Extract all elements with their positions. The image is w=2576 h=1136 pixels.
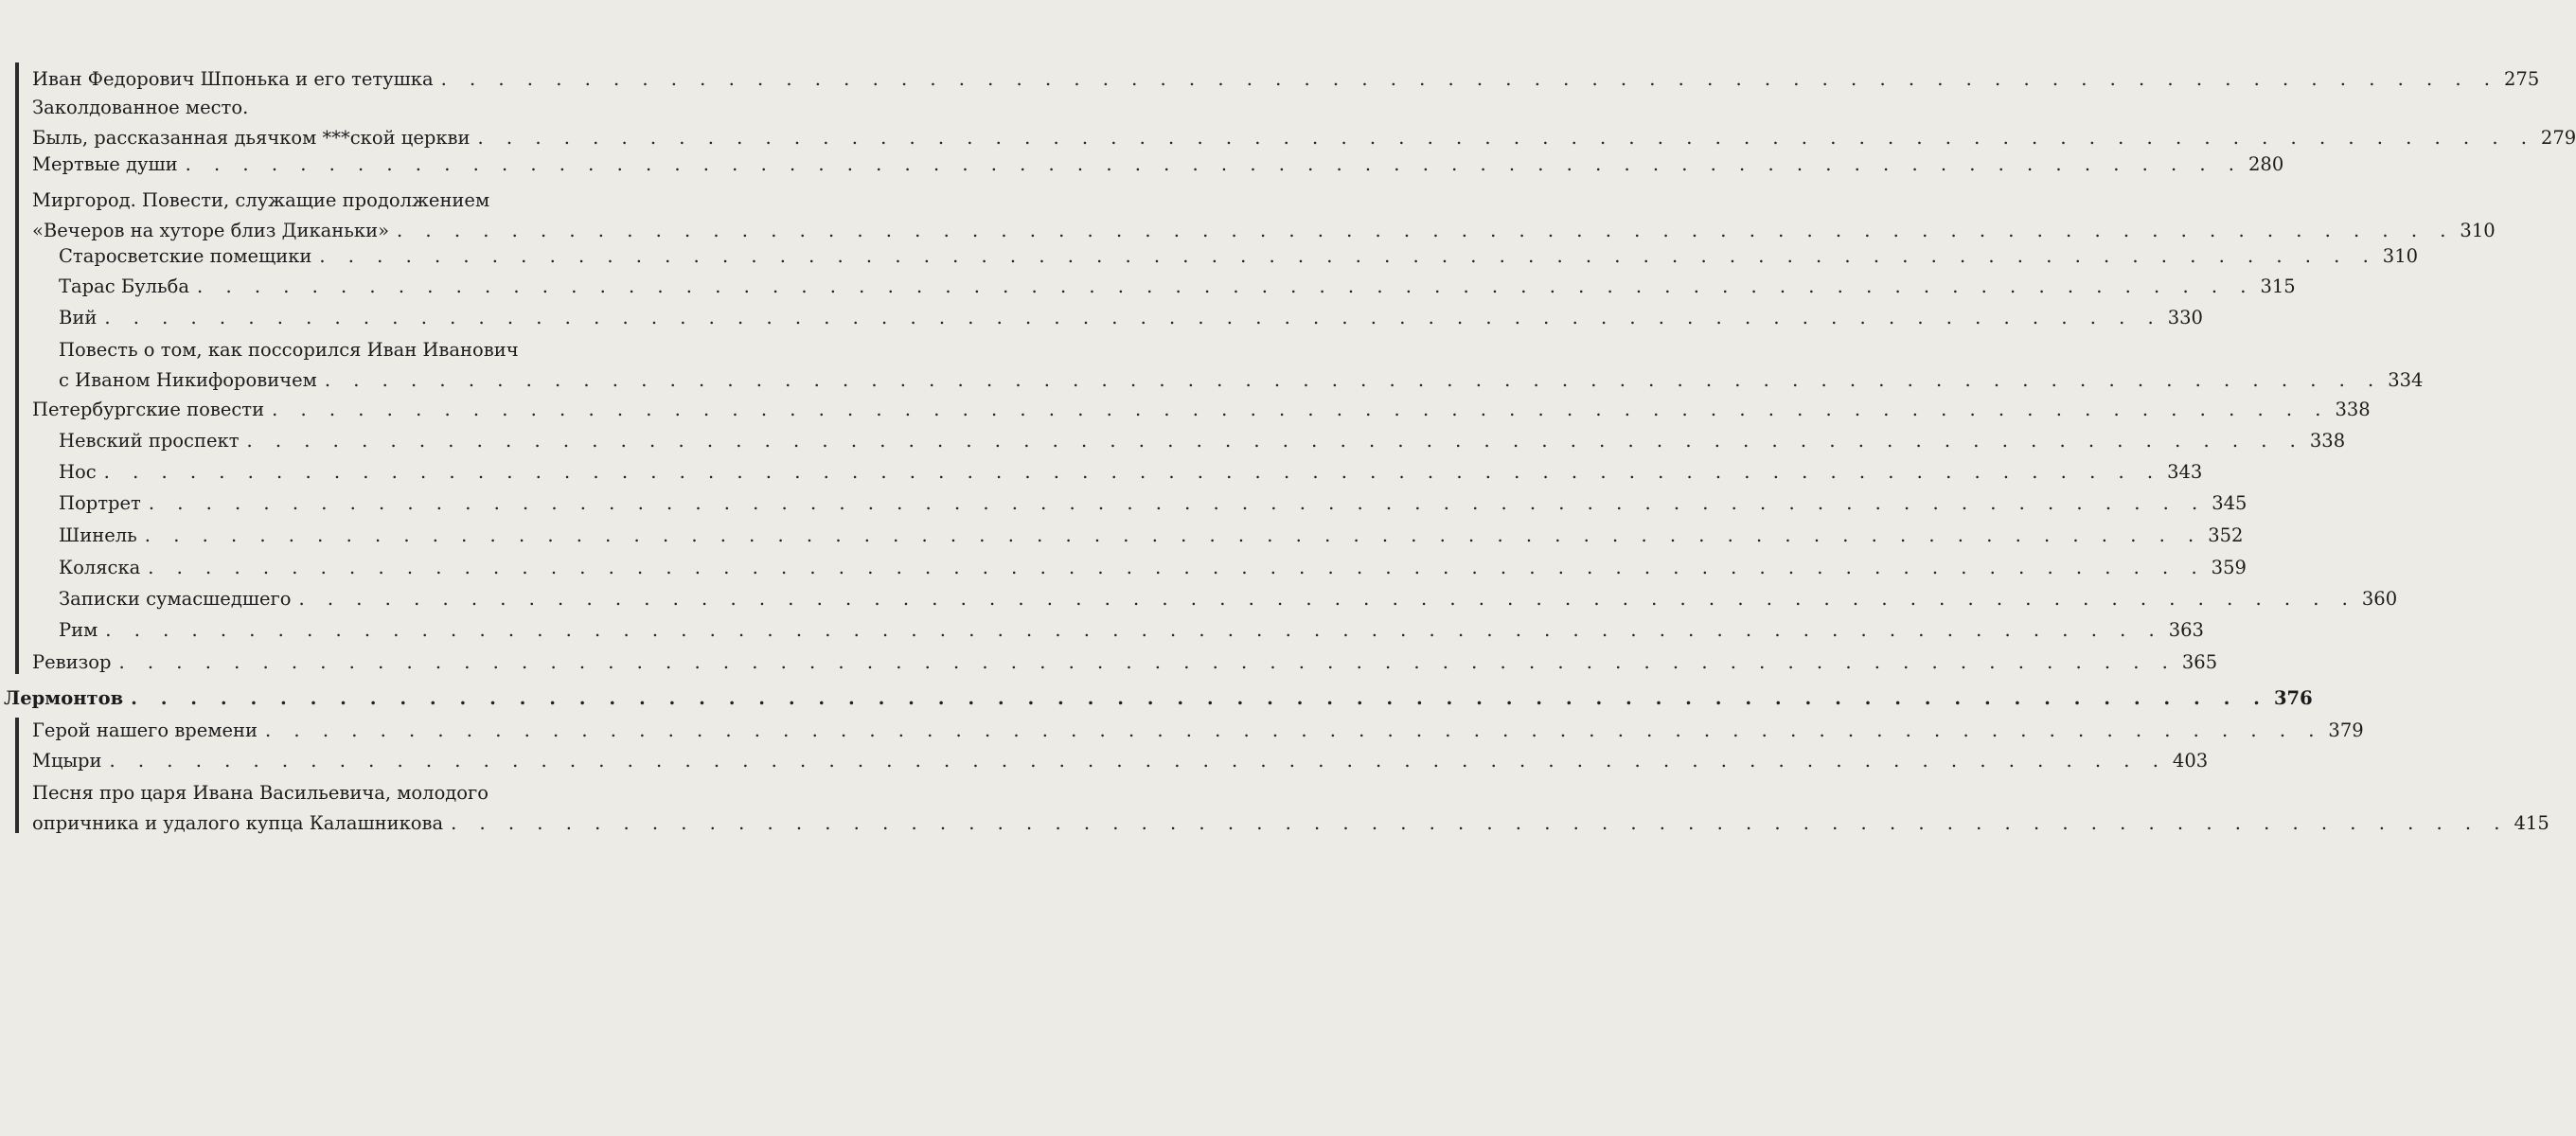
dot-leader: . . . . . . . . . . . . . . . . . . . . . . . . . . . . . . . . . . . . . . . . . . . . . . . . . . . . . . . . . . . . . . . . . . . . . . . . — [185, 153, 2244, 175]
dot-leader: . . . . . . . . . . . . . . . . . . . . . . . . . . . . . . . . . . . . . . . . . . . . . . . . . . . . . . . . . . . . . . . . . . . . . . . . — [477, 127, 2535, 149]
entry-title: Ревизор — [32, 651, 112, 673]
toc-subentry[interactable] — [59, 584, 2398, 614]
entry-title: опричника и удалого купца Калашникова — [32, 812, 444, 834]
toc-author[interactable] — [4, 683, 2313, 714]
entry-title: Шинель — [59, 524, 137, 546]
entry-title: Невский проспект — [59, 430, 240, 452]
dot-leader: . . . . . . . . . . . . . . . . . . . . . . . . . . . . . . . . . . . . . . . . . . . . . . . . . . . . . . . . . . . . . . . . . . . . . . . . — [148, 557, 2206, 578]
dot-leader: . . . . . . . . . . . . . . . . . . . . . . . . . . . . . . . . . . . . . . . . . . . . . . . . . . . . . . . . . . . . . . . . . . . . . . . . — [104, 307, 2162, 328]
dot-leader: . . . . . . . . . . . . . . . . . . . . . . . . . . . . . . . . . . . . . . . . . . . . . . . . . . . . . . . . . . . . . . . . . . . . . . . . — [265, 719, 2323, 741]
toc-entry[interactable] — [32, 746, 2209, 776]
dot-leader: . . . . . . . . . . . . . . . . . . . . . . . . . . . . . . . . . . . . . . . . . . . . . . . . . . . . . . . . . . . . . . . . . . . . . . . . — [298, 588, 2356, 610]
page-number: 379 — [2328, 719, 2364, 741]
page-number: 365 — [2181, 651, 2218, 673]
entry-title: Быль, рассказанная дьячком ***ской церкви — [32, 127, 471, 149]
toc-entry[interactable] — [32, 716, 2364, 746]
page-number: 330 — [2167, 307, 2203, 328]
dot-leader: . . . . . . . . . . . . . . . . . . . . . . . . . . . . . . . . . . . . . . . . . . . . . . . . . . . . . . . . . . . . . . . . . . . . . . . . — [451, 812, 2509, 834]
dot-leader: . . . . . . . . . . . . . . . . . . . . . . . . . . . . . . . . . . . . . . . . . . . . . . . . . . . . . . . . . . . . . . . . . . . . . . . . — [397, 220, 2455, 241]
dot-leader: . . . . . . . . . . . . . . . . . . . . . . . . . . . . . . . . . . . . . . . . . . . . . . . . . . . . . . . . . . . . . . . . . . . . . . . . — [197, 275, 2255, 297]
section-rule-lermontov — [15, 718, 19, 833]
dot-leader: . . . . . . . . . . . . . . . . . . . . . . . . . . . . . . . . . . . . . . . . . . . . . . . . . . . . . . . . . . . . . . . . . . . . . . . . — [103, 461, 2162, 483]
dot-leader: . . . . . . . . . . . . . . . . . . . . . . . . . . . . . . . . . . . . . . . . . . . . . . . . . . . . . . . . . . . . . . . . . . . . . . . . — [319, 245, 2377, 267]
page-number: 334 — [2388, 369, 2424, 391]
toc-subentry[interactable] — [59, 457, 2203, 488]
entry-title-line1: Повесть о том, как поссорился Иван Иванович — [59, 339, 519, 361]
toc-entry[interactable] — [32, 186, 2496, 246]
dot-leader: . . . . . . . . . . . . . . . . . . . . . . . . . . . . . . . . . . . . . . . . . . . . . . . . . . . . . . . . . . . . . . . . . . . . . . . . — [324, 369, 2383, 391]
toc-entry[interactable] — [32, 778, 2549, 839]
toc-entry[interactable] — [32, 150, 2284, 180]
dot-leader: . . . . . . . . . . . . . . . . . . . . . . . . . . . . . . . . . . . . . . . . . . . . . . . . . . . . . . . . . . . . . . . . . . . . . . . . — [440, 68, 2498, 90]
toc-entry[interactable] — [32, 648, 2218, 678]
toc-subentry[interactable] — [59, 615, 2204, 646]
entry-title: Коляска — [59, 557, 141, 578]
entry-title: Записки сумасшедшего — [59, 588, 292, 610]
page-number: 360 — [2361, 588, 2398, 610]
entry-title: Тарас Бульба — [59, 275, 190, 297]
dot-leader: . . . . . . . . . . . . . . . . . . . . . . . . . . . . . . . . . . . . . . . . . . . . . . . . . . . . . . . . . . . . . . . . . . . . . . . . — [109, 750, 2167, 772]
page-number: 338 — [2309, 430, 2346, 452]
page-number: 315 — [2260, 275, 2296, 297]
dot-leader: . . . . . . . . . . . . . . . . . . . . . . . . . . . . . . . . . . . . . . . . . . . . . . . . . . . . . . . . . . . . . . . . . . . . . . . . — [144, 524, 2203, 546]
page-number: 403 — [2172, 750, 2209, 772]
toc-subentry[interactable] — [59, 272, 2296, 302]
dot-leader: . . . . . . . . . . . . . . . . . . . . . . . . . . . . . . . . . . . . . . . . . . . . . . . . . . . . . . . . . . . . . . . . . . . . . . . . — [131, 687, 2268, 709]
entry-title-line1: Песня про царя Ивана Васильевича, молодого — [32, 782, 489, 804]
entry-title-line1: Миргород. Повести, служащие продолжением — [32, 189, 490, 211]
toc-entry[interactable] — [32, 93, 2576, 153]
toc-entry[interactable] — [32, 395, 2371, 425]
entry-title: Вий — [59, 307, 98, 328]
page-number: 338 — [2335, 399, 2371, 420]
entry-title: Нос — [59, 461, 97, 483]
entry-title: Мцыри — [32, 750, 102, 772]
page-number: 415 — [2514, 812, 2549, 834]
entry-title: Мертвые души — [32, 153, 178, 175]
toc-entry[interactable] — [32, 64, 2540, 95]
page-number: 275 — [2504, 68, 2540, 90]
dot-leader: . . . . . . . . . . . . . . . . . . . . . . . . . . . . . . . . . . . . . . . . . . . . . . . . . . . . . . . . . . . . . . . . . . . . . . . . — [105, 619, 2163, 641]
toc-subentry[interactable] — [59, 241, 2419, 272]
entry-title: с Иваном Никифоровичем — [59, 369, 317, 391]
dot-leader: . . . . . . . . . . . . . . . . . . . . . . . . . . . . . . . . . . . . . . . . . . . . . . . . . . . . . . . . . . . . . . . . . . . . . . . . — [148, 492, 2207, 514]
page-number: 363 — [2168, 619, 2204, 641]
page-number: 352 — [2208, 524, 2244, 546]
page-number: 279 — [2540, 127, 2576, 149]
dot-leader: . . . . . . . . . . . . . . . . . . . . . . . . . . . . . . . . . . . . . . . . . . . . . . . . . . . . . . . . . . . . . . . . . . . . . . . . — [118, 651, 2176, 673]
entry-title: Герой нашего времени — [32, 719, 258, 741]
author-title: Лермонтов — [4, 687, 124, 709]
entry-title: Иван Федорович Шпонька и его тетушка — [32, 68, 434, 90]
page-number: 376 — [2273, 687, 2313, 709]
toc-subentry[interactable] — [59, 303, 2203, 333]
toc-subentry[interactable] — [59, 521, 2244, 551]
page-number: 280 — [2248, 153, 2284, 175]
toc-subentry[interactable] — [59, 335, 2424, 396]
dot-leader: . . . . . . . . . . . . . . . . . . . . . . . . . . . . . . . . . . . . . . . . . . . . . . . . . . . . . . . . . . . . . . . . . . . . . . . . — [272, 399, 2330, 420]
page-number: 343 — [2167, 461, 2203, 483]
page-number: 310 — [2382, 245, 2419, 267]
entry-title-line1: Заколдованное место. — [32, 97, 249, 118]
page-number: 359 — [2211, 557, 2247, 578]
toc-subentry[interactable] — [59, 488, 2247, 519]
entry-title: Петербургские повести — [32, 399, 265, 420]
entry-title: Рим — [59, 619, 98, 641]
toc-subentry[interactable] — [59, 426, 2346, 456]
toc-subentry[interactable] — [59, 553, 2247, 583]
page-number: 310 — [2460, 220, 2496, 241]
entry-title: Старосветские помещики — [59, 245, 312, 267]
section-rule-gogol — [15, 62, 19, 674]
page-number: 345 — [2212, 492, 2247, 514]
entry-title: Портрет — [59, 492, 141, 514]
entry-title: «Вечеров на хуторе близ Диканьки» — [32, 220, 390, 241]
dot-leader: . . . . . . . . . . . . . . . . . . . . . . . . . . . . . . . . . . . . . . . . . . . . . . . . . . . . . . . . . . . . . . . . . . . . . . . . — [246, 430, 2304, 452]
